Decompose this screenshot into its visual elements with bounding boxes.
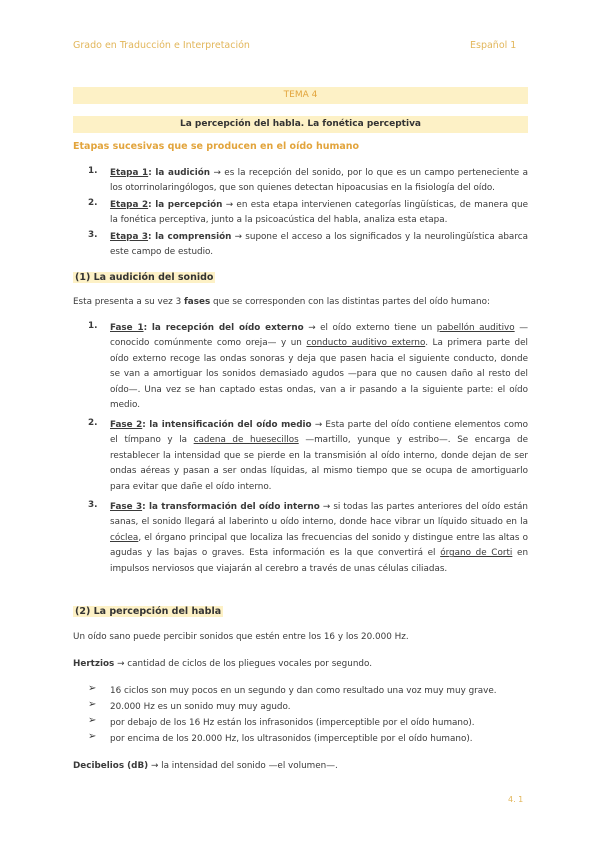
section-2-heading: (2) La percepción del habla — [75, 606, 222, 617]
hertz-text: → cantidad de ciclos de los pliegues vocales por segundo. — [117, 659, 373, 669]
section-2-intro: Un oído sano puede percibir sonidos que estén entre los 16 y los 20.000 Hz. — [73, 632, 409, 642]
topic-bar — [73, 87, 528, 104]
bullet-arrow-icon: ➢ — [88, 699, 97, 710]
section-stages-heading: Etapas sucesivas que se producen en el oído humano — [73, 141, 360, 152]
bullet-arrow-icon: ➢ — [88, 715, 97, 726]
phase-1: Fase 1: la recepción del oído externo → el oído externo tiene un pabellón auditivo —conocido comúnmente como oreja— y un conducto auditivo externo. La primera parte del oído externo recoge las ondas sonoras y deja que pasen hacia el siguiente conducto, donde se van a amortiguar los sonidos demasiado agudos —para que no causen daño al resto del oído—. Una vez se han captado estas ondas, van a ir pasando a la siguiente parte: el oído medio. — [110, 323, 528, 411]
stage-3-text: → supone el acceso a los significados y la neurolingüística abarca este campo de estudio. — [110, 232, 528, 258]
section-1-intro: Esta presenta a su vez 3 fases que se corresponden con las distintas partes del oído humano: — [73, 297, 490, 307]
hertz-label: Hertzios — [73, 659, 115, 669]
stage-1-label: Etapa 1 — [110, 168, 149, 178]
stage-2-label: Etapa 2 — [110, 200, 149, 210]
decibel-text: → la intensidad del sonido —el volumen—. — [150, 761, 338, 771]
hertz-definition — [73, 657, 528, 672]
stage-3-label: Etapa 3 — [110, 232, 149, 242]
stage-1: Etapa 1: la audición → es la recepción del sonido, por lo que es un campo perteneciente a los otorrinolaringólogos, que son quienes detectan hipoacusias en la fisiología del oído. — [110, 168, 528, 194]
stage-2: Etapa 2: la percepción → en esta etapa intervienen categorías lingüísticas, de manera que la fonética perceptiva, junto a la psicoacústica del habla, analiza esta etapa. — [110, 200, 528, 226]
phase-3-num: 3. — [88, 500, 98, 510]
header-subject: Español 1 — [470, 40, 517, 51]
stage-2-num: 2. — [88, 198, 98, 208]
page-number: 4. 1 — [508, 795, 524, 804]
stage-2-text: → en esta etapa intervienen categorías lingüísticas, de manera que la fonética perceptiva, junto a la psicoacústica del habla, analiza esta etapa. — [110, 200, 528, 226]
phase-3: Fase 3: la transformación del oído interno → si todas las partes anteriores del oído están sanas, el sonido llegará al laberinto u oído interno, donde hace vibrar un líquido situado en la cóclea, el órgano principal que localiza las frecuencias del sonido y distingue entre las altas o agudas y las bajas o graves. Esta información es la que convertirá el órgano de Corti en impulsos nerviosos que viajarán al cerebro a través de unas células ciliadas. — [110, 502, 529, 574]
decibel-label: Decibelios (dB) — [73, 761, 149, 771]
phase-1-num: 1. — [88, 321, 98, 331]
decibel-definition — [73, 759, 528, 774]
stage-2-name: la percepción — [155, 200, 223, 210]
page-title: La percepción del habla. La fonética perceptiva — [179, 119, 422, 129]
title-bar — [73, 116, 528, 133]
bullet-item: 20.000 Hz es un sonido muy muy agudo. — [110, 702, 291, 712]
phase-2-num: 2. — [88, 418, 98, 428]
stage-3: Etapa 3: la comprensión → supone el acceso a los significados y la neurolingüística abarca este campo de estudio. — [110, 232, 528, 258]
bullet-item: 16 ciclos son muy pocos en un segundo y dan como resultado una voz muy muy grave. — [110, 686, 497, 696]
topic-label: TEMA 4 — [283, 90, 318, 100]
bullet-arrow-icon: ➢ — [88, 683, 97, 694]
stage-3-name: la comprensión — [155, 232, 232, 242]
bullet-item: por debajo de los 16 Hz están los infrasonidos (imperceptible por el oído humano). — [110, 718, 475, 728]
section-1-heading: (1) La audición del sonido — [75, 272, 214, 283]
stage-1-num: 1. — [88, 166, 98, 176]
stage-1-name: la audición — [155, 168, 211, 178]
stage-1-text: → es la recepción del sonido, por lo que es un campo perteneciente a los otorrinolaringólogos, que son quienes detectan hipoacusias en la fisiología del oído. — [110, 168, 528, 194]
stage-3-num: 3. — [88, 230, 98, 240]
header-course: Grado en Traducción e Interpretación — [73, 40, 250, 51]
bullet-item: por encima de los 20.000 Hz, los ultrasonidos (imperceptible por el oído humano). — [110, 734, 473, 744]
phase-2: Fase 2: la intensificación del oído medio → Esta parte del oído contiene elementos como el tímpano y la cadena de huesecillos —martillo, yunque y estribo—. Se encarga de restablecer la intensidad que se pierde en la transmisión al oído interno, donde dejan de ser ondas aéreas y pasan a ser ondas líquidas, al mismo tiempo que se ocupa de amortiguarlo para evitar que dañe el oído interno. — [110, 420, 529, 492]
bullet-arrow-icon: ➢ — [88, 731, 97, 742]
